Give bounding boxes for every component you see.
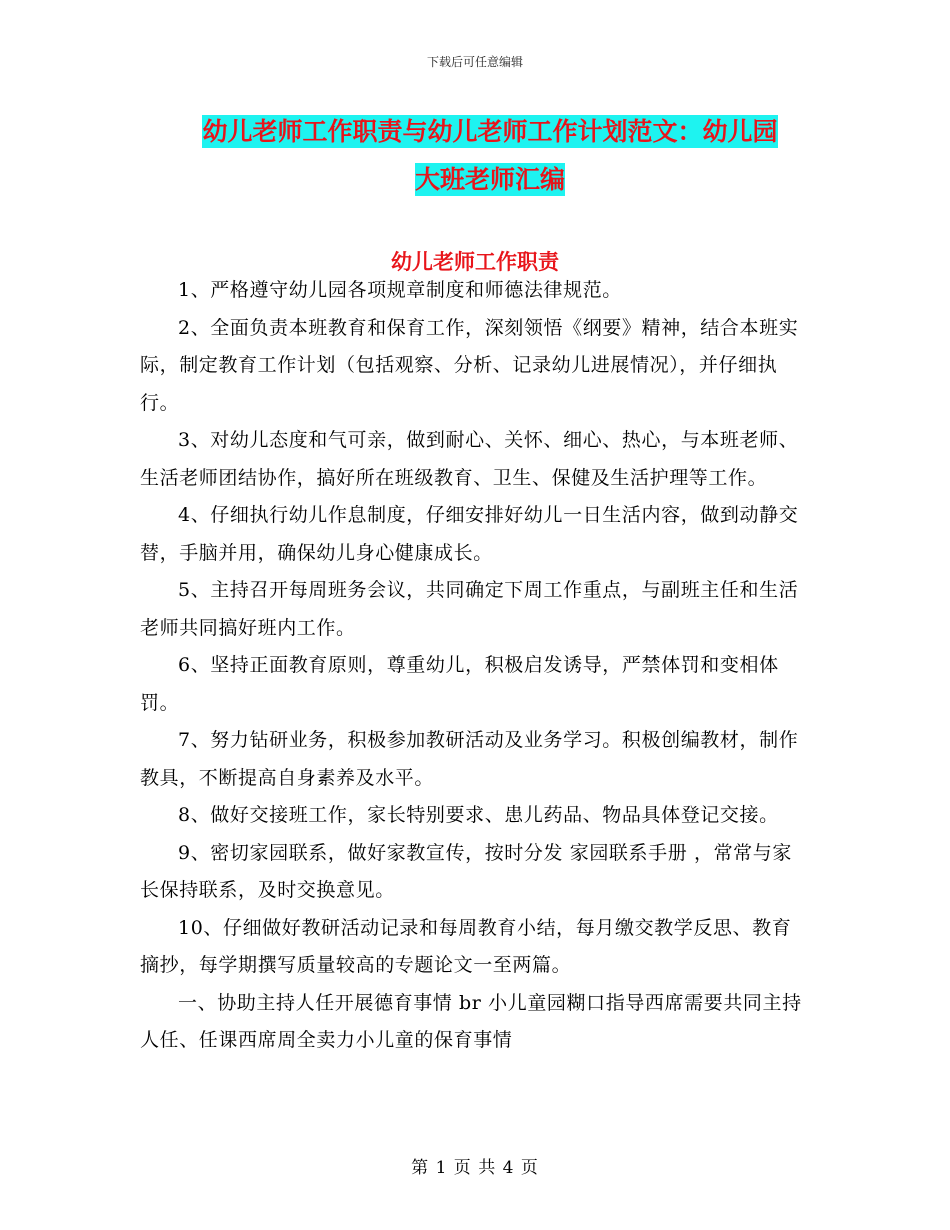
paragraph-6: 6、坚持正面教育原则，尊重幼儿，积极启发诱导，严禁体罚和变相体罚。 [140,654,779,714]
document-title [150,108,830,204]
paragraph-1: 1、严格遵守幼儿园各项规章制度和师德法律规范。 [178,279,622,301]
body-text [140,272,810,1060]
paragraph-5: 5、主持召开每周班务会议，共同确定下周工作重点，与副班主任和生活老师共同搞好班内工作。 [140,579,799,639]
section-title: 幼儿老师工作职责 [391,249,559,274]
paragraph-11: 一、协助主持人任开展德育事情 br 小儿童园糊口指导西席需要共同主持人任、任课西席周全卖力小儿童的保育事情 [140,991,802,1051]
paragraph-3: 3、对幼儿态度和气可亲，做到耐心、关怀、细心、热心，与本班老师、生活老师团结协作，搞好所在班级教育、卫生、保健及生活护理等工作。 [140,429,799,489]
paragraph-7: 7、努力钻研业务，积极参加教研活动及业务学习。积极创编教材，制作教具，不断提高自身素养及水平。 [140,729,799,789]
title-line-1: 幼儿老师工作职责与幼儿老师工作计划范文：幼儿园 [202,117,778,146]
paragraph-4: 4、仔细执行幼儿作息制度，仔细安排好幼儿一日生活内容，做到动静交替，手脑并用，确保幼儿身心健康成长。 [140,504,799,564]
header-note: 下载后可任意编辑 [426,55,523,69]
paragraph-2: 2、全面负责本班教育和保育工作，深刻领悟《纲要》精神，结合本班实际，制定教育工作计划（包括观察、分析、记录幼儿进展情况），并仔细执行。 [140,316,799,414]
page-number: 第 1 页 共 4 页 [411,1158,539,1178]
title-line-2: 大班老师汇编 [414,165,565,194]
paragraph-8: 8、做好交接班工作，家长特别要求、患儿药品、物品具体登记交接。 [178,804,779,826]
paragraph-9: 9、密切家园联系，做好家教宣传，按时分发 家园联系手册 ，常常与家长保持联系，及时交换意见。 [140,841,792,901]
paragraph-10: 10、仔细做好教研活动记录和每周教育小结，每月缴交教学反思、教育摘抄，每学期撰写质量较高的专题论文一至两篇。 [140,916,792,976]
